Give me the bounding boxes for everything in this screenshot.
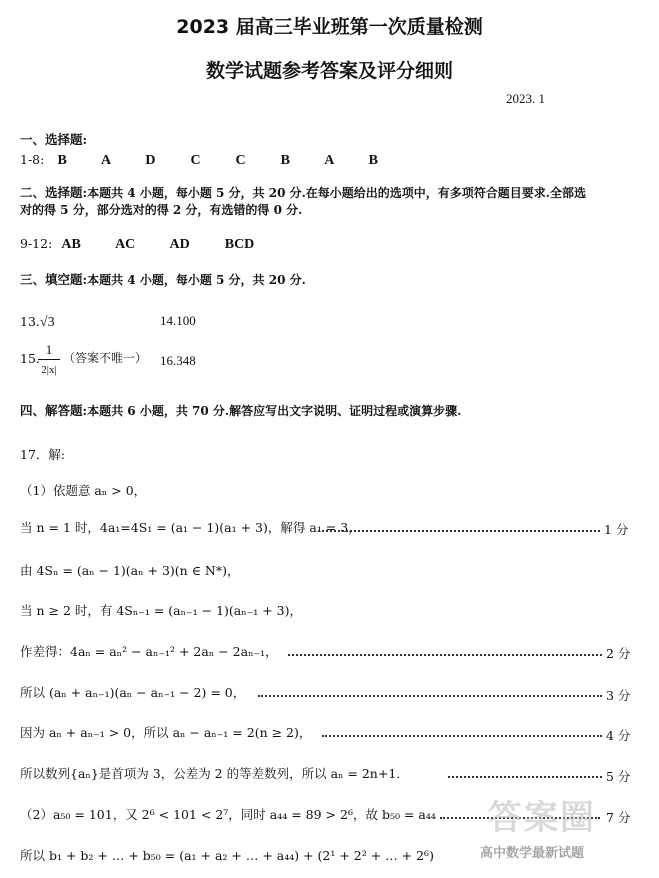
line2-score: 1 分 bbox=[604, 522, 629, 537]
q15-label: 15. bbox=[20, 351, 40, 366]
line9-score: 7 分 bbox=[606, 810, 631, 825]
document-title: 2023 届高三毕业班第一次质量检测 bbox=[176, 16, 483, 38]
section4-heading: 四、解答题: bbox=[20, 403, 88, 418]
solution17-line9: （2）a₅₀ = 101，又 2⁶ < 101 < 2⁷，同时 a₄₄ = 89 > 2⁶，故 b₅₀ = a₄₄ bbox=[20, 807, 436, 822]
q13-label: 13. bbox=[20, 314, 40, 329]
solution17-line5: 作差得：4aₙ = aₙ² − aₙ₋₁² + 2aₙ − 2aₙ₋₁， bbox=[20, 644, 278, 659]
section2-heading: 二、选择题: bbox=[20, 185, 88, 200]
solution17-line6: 所以 (aₙ + aₙ₋₁)(aₙ − aₙ₋₁ − 2) = 0， bbox=[20, 685, 246, 700]
section1-answers-row bbox=[20, 149, 378, 169]
score-leader-dots bbox=[288, 654, 602, 656]
score-leader-dots bbox=[322, 735, 602, 737]
solution17-line7: 因为 aₙ + aₙ₋₁ > 0，所以 aₙ − aₙ₋₁ = 2(n ≥ 2)， bbox=[20, 725, 312, 740]
q15-fraction bbox=[38, 342, 60, 377]
solution17-line2: 当 n = 1 时，4a₁=4S₁ = (a₁ − 1)(a₁ + 3)，解得 a₁ = 3， bbox=[20, 520, 361, 535]
q14-answer: 14.100 bbox=[160, 313, 196, 328]
solution17-line8: 所以数列{aₙ}是首项为 3，公差为 2 的等差数列，所以 aₙ = 2n+1． bbox=[20, 766, 409, 781]
solution17-line10: 所以 b₁ + b₂ + … + b₅₀ = (a₁ + a₂ + … + a₄₄) + (2¹ + 2² + … + 2⁶) bbox=[20, 848, 434, 863]
section2-answers-label: 9-12: bbox=[20, 236, 53, 251]
solution17-line4: 当 n ≥ 2 时，有 4Sₙ₋₁ = (aₙ₋₁ − 1)(aₙ₋₁ + 3)， bbox=[20, 603, 302, 618]
q15-numerator: 1 bbox=[45, 342, 53, 357]
watermark-logo: 答案圈 bbox=[488, 798, 596, 838]
q15-note: （答案不唯一） bbox=[63, 351, 148, 365]
document-subtitle: 数学试题参考答案及评分细则 bbox=[205, 60, 453, 82]
solution17-line3: 由 4Sₙ = (aₙ − 1)(aₙ + 3)(n ∈ N*)， bbox=[20, 563, 240, 578]
section1-answers: B A D C C B A B bbox=[57, 153, 378, 168]
section1-answers-label: 1-8: bbox=[20, 152, 45, 167]
solution17-label: 17．解: bbox=[20, 447, 66, 462]
section2-answers: AB AC AD BCD bbox=[61, 237, 255, 252]
line5-score: 2 分 bbox=[606, 646, 631, 661]
q15-denominator: 2|x| bbox=[41, 364, 57, 376]
q13-answer: √3 bbox=[39, 315, 55, 330]
line6-score: 3 分 bbox=[606, 688, 631, 703]
section3-line bbox=[20, 269, 306, 288]
section4-instructions: 本题共 6 小题，共 70 分.解答应写出文字说明、证明过程或演算步骤. bbox=[87, 404, 462, 418]
section2-instructions-line1: 本题共 4 小题，每小题 5 分，共 20 分.在每小题给出的选项中，有多项符合题目要求.全部选 bbox=[87, 186, 586, 200]
score-leader-dots bbox=[318, 530, 600, 532]
section2-answers-row bbox=[20, 233, 254, 253]
solution17-line1: （1）依题意 aₙ > 0， bbox=[20, 483, 147, 498]
section2-line1 bbox=[20, 182, 586, 201]
line8-score: 5 分 bbox=[606, 769, 631, 784]
q16-answer: 16.348 bbox=[160, 353, 196, 368]
score-leader-dots bbox=[258, 695, 602, 697]
line7-score: 4 分 bbox=[606, 728, 631, 743]
section3-instructions: 本题共 4 小题，每小题 5 分，共 20 分. bbox=[87, 273, 306, 287]
section4-line bbox=[20, 400, 461, 419]
watermark-caption: 高中数学最新试题 bbox=[480, 846, 585, 861]
score-leader-dots bbox=[448, 776, 602, 778]
section2-instructions-line2: 对的得 5 分，部分选对的得 2 分，有选错的得 0 分. bbox=[20, 203, 303, 217]
fraction-bar bbox=[38, 359, 60, 360]
q13-answer-row bbox=[20, 311, 55, 331]
section1-heading: 一、选择题: bbox=[20, 132, 88, 147]
section3-heading: 三、填空题: bbox=[20, 272, 88, 287]
document-date: 2023. 1 bbox=[506, 91, 545, 106]
